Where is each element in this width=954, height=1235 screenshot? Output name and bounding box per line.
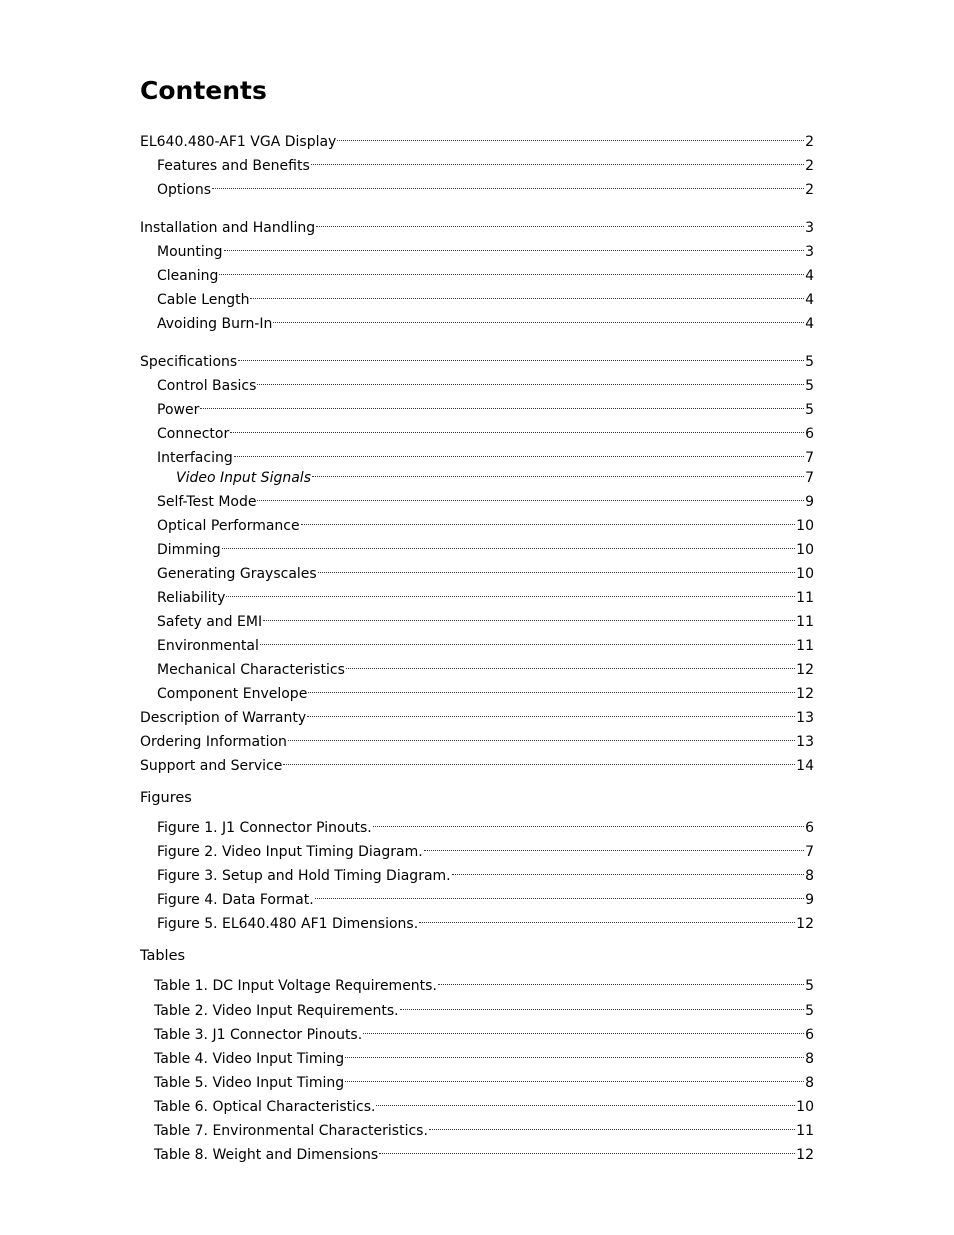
toc-entry-page: 7 [805,470,814,486]
table-entry-label: Table 6. Optical Characteristics. [154,1099,376,1115]
table-entry-label: Table 2. Video Input Requirements. [154,1003,399,1019]
table-entry[interactable] [154,1091,814,1117]
table-entry-page: 5 [805,978,814,994]
dot-leader [438,970,804,990]
toc-entry[interactable] [157,418,814,444]
toc-entry-label: Environmental [157,638,259,654]
table-entry-label: Table 8. Weight and Dimensions [154,1147,379,1163]
toc-entry-page: 5 [805,354,814,370]
table-entry[interactable] [154,970,814,996]
table-entry-label: Table 4. Video Input Timing [154,1051,345,1067]
figure-entry-page: 12 [796,916,814,932]
figures-heading: Figures [140,790,192,806]
table-entry-page: 11 [796,1123,814,1139]
dot-leader [257,486,804,506]
toc-entry[interactable] [157,260,814,286]
toc-entry-page: 2 [805,182,814,198]
figure-entry-label: Figure 1. J1 Connector Pinouts. [157,820,372,836]
toc-entry[interactable] [157,308,814,334]
dot-leader [273,308,804,328]
figure-entry-label: Figure 2. Video Input Timing Diagram. [157,844,423,860]
toc-entry[interactable] [157,654,814,680]
dot-leader [400,995,804,1015]
toc-entry-label: Ordering Information [140,734,287,750]
toc-entry[interactable] [157,534,814,560]
toc-entry-page: 10 [796,542,814,558]
toc-entry-label: Cleaning [157,268,219,284]
figure-entry-page: 6 [805,820,814,836]
toc-entry-label: Optical Performance [157,518,300,534]
dot-leader [257,370,804,390]
toc-entry-page: 4 [805,268,814,284]
figure-entry-label: Figure 4. Data Format. [157,892,314,908]
toc-entry[interactable] [157,150,814,176]
toc-entry-label: Options [157,182,212,198]
toc-entry-page: 11 [796,638,814,654]
table-entry-page: 8 [805,1051,814,1067]
toc-entry-label: Self-Test Mode [157,494,257,510]
table-entry[interactable] [154,1067,814,1093]
dot-leader [260,630,795,650]
dot-leader [363,1019,804,1039]
toc-entry[interactable] [176,462,814,488]
toc-entry[interactable] [157,394,814,420]
toc-entry-label: Specifications [140,354,238,370]
table-entry-label: Table 7. Environmental Characteristics. [154,1123,428,1139]
page-title: Contents [140,76,267,105]
toc-entry-label: Dimming [157,542,221,558]
toc-entry-label: Video Input Signals [176,470,311,486]
toc-entry-page: 7 [805,450,814,466]
toc-entry[interactable] [157,558,814,584]
table-entry-page: 5 [805,1003,814,1019]
toc-entry[interactable] [157,606,814,632]
dot-leader [307,702,795,722]
toc-entry-label: Reliability [157,590,226,606]
toc-entry-page: 11 [796,590,814,606]
table-entry-label: Table 5. Video Input Timing [154,1075,345,1091]
toc-entry-label: Power [157,402,200,418]
toc-entry[interactable] [157,486,814,512]
dot-leader [318,558,795,578]
dot-leader [234,442,804,462]
dot-leader [419,908,795,928]
dot-leader [315,884,804,904]
dot-leader [376,1091,795,1111]
toc-entry-page: 2 [805,134,814,150]
dot-leader [226,582,795,602]
table-entry[interactable] [154,995,814,1021]
figure-entry[interactable] [157,884,814,910]
toc-entry-page: 5 [805,378,814,394]
figure-entry-page: 8 [805,868,814,884]
dot-leader [316,212,804,232]
dot-leader [212,174,804,194]
dot-leader [283,750,795,770]
figure-entry-page: 9 [805,892,814,908]
dot-leader [452,860,804,880]
toc-entry-label: Component Envelope [157,686,308,702]
toc-entry-page: 3 [805,244,814,260]
toc-entry[interactable] [140,126,814,152]
toc-entry[interactable] [157,370,814,396]
dot-leader [424,836,804,856]
dot-leader [238,346,804,366]
table-entry-label: Table 3. J1 Connector Pinouts. [154,1027,363,1043]
figure-entry-label: Figure 5. EL640.480 AF1 Dimensions. [157,916,419,932]
toc-entry[interactable] [157,630,814,656]
dot-leader [224,236,805,256]
toc-entry[interactable] [140,726,814,752]
toc-entry[interactable] [140,346,814,372]
dot-leader [345,1043,804,1063]
toc-entry-page: 4 [805,316,814,332]
toc-entry-page: 11 [796,614,814,630]
toc-entry[interactable] [157,510,814,536]
toc-entry-page: 5 [805,402,814,418]
toc-entry-label: Control Basics [157,378,257,394]
figure-entry[interactable] [157,860,814,886]
dot-leader [346,654,795,674]
toc-entry[interactable] [157,582,814,608]
dot-leader [288,726,795,746]
dot-leader [429,1115,795,1135]
dot-leader [301,510,796,530]
toc-entry-label: Support and Service [140,758,283,774]
toc-entry[interactable] [157,174,814,200]
figure-entry[interactable] [157,812,814,838]
toc-entry[interactable] [140,750,814,776]
table-entry-page: 10 [796,1099,814,1115]
figure-entry[interactable] [157,836,814,862]
dot-leader [263,606,795,626]
toc-entry-label: Installation and Handling [140,220,316,236]
toc-entry[interactable] [157,236,814,262]
toc-entry-label: Description of Warranty [140,710,307,726]
table-entry-page: 8 [805,1075,814,1091]
toc-entry[interactable] [157,284,814,310]
toc-entry-page: 2 [805,158,814,174]
toc-entry-label: Safety and EMI [157,614,263,630]
toc-entry-label: Connector [157,426,230,442]
figure-entry-page: 7 [805,844,814,860]
dot-leader [345,1067,804,1087]
dot-leader [222,534,796,554]
toc-entry-page: 14 [796,758,814,774]
table-entry[interactable] [154,1139,814,1165]
toc-entry-page: 13 [796,734,814,750]
toc-entry-label: Mounting [157,244,223,260]
dot-leader [219,260,804,280]
table-entry[interactable] [154,1115,814,1141]
dot-leader [230,418,804,438]
toc-entry-page: 10 [796,518,814,534]
toc-entry-label: Interfacing [157,450,233,466]
toc-entry-page: 3 [805,220,814,236]
toc-entry-page: 9 [805,494,814,510]
dot-leader [250,284,804,304]
table-entry-page: 6 [805,1027,814,1043]
dot-leader [379,1139,795,1159]
dot-leader [200,394,804,414]
toc-entry-label: Generating Grayscales [157,566,317,582]
dot-leader [373,812,804,832]
toc-entry-page: 10 [796,566,814,582]
figure-entry-label: Figure 3. Setup and Hold Timing Diagram. [157,868,451,884]
toc-entry-label: Cable Length [157,292,250,308]
table-entry[interactable] [154,1043,814,1069]
dot-leader [337,126,804,146]
toc-entry-label: EL640.480-AF1 VGA Display [140,134,337,150]
toc-entry-page: 13 [796,710,814,726]
table-entry-label: Table 1. DC Input Voltage Requirements. [154,978,437,994]
toc-entry-page: 4 [805,292,814,308]
toc-entry-page: 12 [796,662,814,678]
figure-entry[interactable] [157,908,814,934]
dot-leader [312,462,804,482]
table-entry-page: 12 [796,1147,814,1163]
toc-entry[interactable] [140,212,814,238]
toc-entry-label: Avoiding Burn-In [157,316,273,332]
dot-leader [308,678,795,698]
toc-entry-label: Mechanical Characteristics [157,662,345,678]
toc-entry[interactable] [140,702,814,728]
dot-leader [311,150,804,170]
toc-entry[interactable] [157,678,814,704]
toc-entry-page: 6 [805,426,814,442]
table-entry[interactable] [154,1019,814,1045]
toc-entry-page: 12 [796,686,814,702]
tables-heading: Tables [140,948,186,964]
toc-entry-label: Features and Benefits [157,158,310,174]
